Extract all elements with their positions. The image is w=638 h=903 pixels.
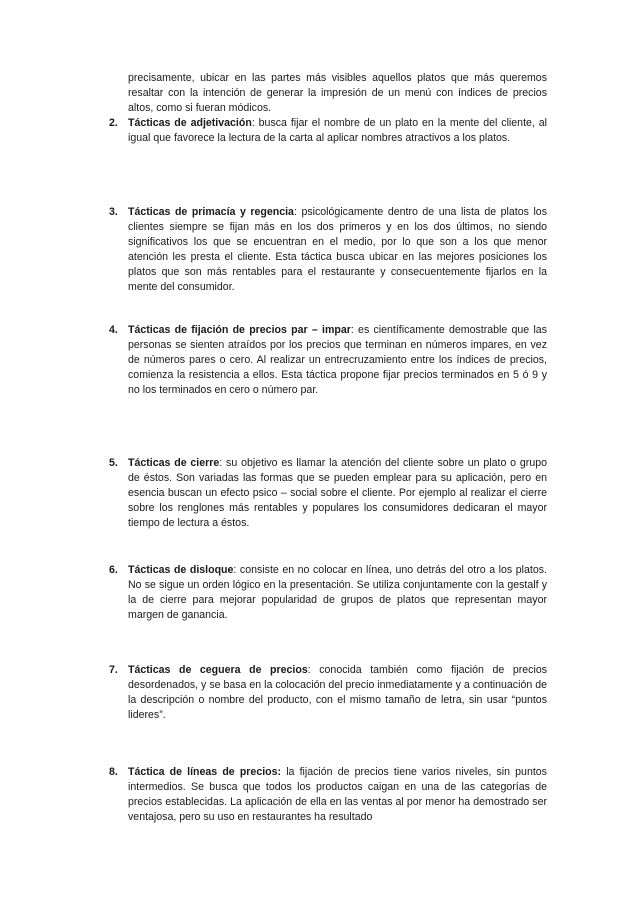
list-item (109, 663, 547, 723)
item-term: Tácticas de ceguera de precios (128, 664, 308, 676)
item-body (128, 323, 547, 398)
item-number: 6. (109, 564, 118, 576)
item-term: Tácticas de cierre (128, 457, 220, 469)
item-term: Tácticas de adjetivación (128, 117, 252, 129)
item-number: 2. (109, 117, 118, 129)
item-text: : su objetivo es llamar la atención del cliente sobre un plato o grupo de éstos. Son variadas las formas que se pueden emplear para su aplicación, pero en esencia buscan un efecto psico – social sobre el cliente. Por ejemplo al realizar el cierre sobre los renglones más rentables y populares los consumidores dedicaran el mayor tiempo de lectura a éstos. (128, 457, 547, 529)
item-body (128, 456, 547, 531)
item-text: : conocida también como fijación de precios desordenados, y se basa en la colocación del precio inmediatamente y a continuación de la descripción o nombre del producto, con el mismo tamaño de letra, sin usar “puntos lideres”. (128, 664, 548, 721)
list-item (109, 323, 547, 398)
item-term: Tácticas de primacía y regencia (128, 206, 294, 218)
item-text: : es científicamente demostrable que las personas se sienten atraídos por los precios que terminan en números impares, en vez de números pares o cero. Al realizar un entrecruzamiento entre los índices de precios, comienza la resistencia a ellos. Esta táctica propone fijar precios terminados en 5 ó 9 y no los terminados en cero o número par. (128, 324, 547, 396)
item-term: Táctica de líneas de precios: (128, 766, 282, 778)
item-text: : busca fijar el nombre de un plato en la mente del cliente, al igual que favorece la lectura de la carta al aplicar nombres atractivos a los platos. (128, 117, 547, 144)
item-number: 7. (109, 664, 118, 676)
list-item (109, 456, 547, 531)
item-number: 3. (109, 206, 118, 218)
item-body (128, 765, 547, 825)
item-number: 8. (109, 766, 118, 778)
item-text: : psicológicamente dentro de una lista de platos los clientes siempre se fijan más en los dos primeros y en los dos últimos, no siendo significativos los que se encuentran en el medio, por lo que son a los que menor atención les presta el cliente. Esta táctica busca ubicar en las mejores posiciones los platos que son más rentables para el restaurante y consecuentemente fijarlos en la mente del consumidor. (128, 206, 547, 293)
item-body (128, 116, 547, 146)
item-number: 5. (109, 457, 118, 469)
item-text: la fijación de precios tiene varios niveles, sin puntos intermedios. Se busca que todos los productos caigan en una de las categorías de precios establecidas. La aplicación de ella en las ventas al por menor ha demostrado ser ventajosa, pero su uso en restaurantes ha resultado (128, 766, 547, 823)
item-number: 4. (109, 324, 118, 336)
item-body (128, 663, 547, 723)
item-term: Tácticas de fijación de precios par – impar (128, 324, 351, 336)
list-item (109, 563, 547, 623)
list-item (109, 205, 547, 294)
list-item (109, 116, 547, 146)
continuation-paragraph: precisamente, ubicar en las partes más visibles aquellos platos que más queremos resaltar con la intención de generar la impresión de un menú con índices de precios altos, como si fueran módicos. (128, 72, 547, 114)
item-body (128, 205, 547, 294)
item-body (128, 563, 547, 623)
item-text: : consiste en no colocar en línea, uno detrás del otro a los platos. No se sigue un orden lógico en la presentación. Se utiliza conjuntamente con la gestalf y la de cierre para mejorar popularidad de grupos de platos que representan mayor margen de ganancia. (128, 564, 547, 621)
item-term: Tácticas de disloque (128, 564, 234, 576)
list-item (109, 765, 547, 825)
